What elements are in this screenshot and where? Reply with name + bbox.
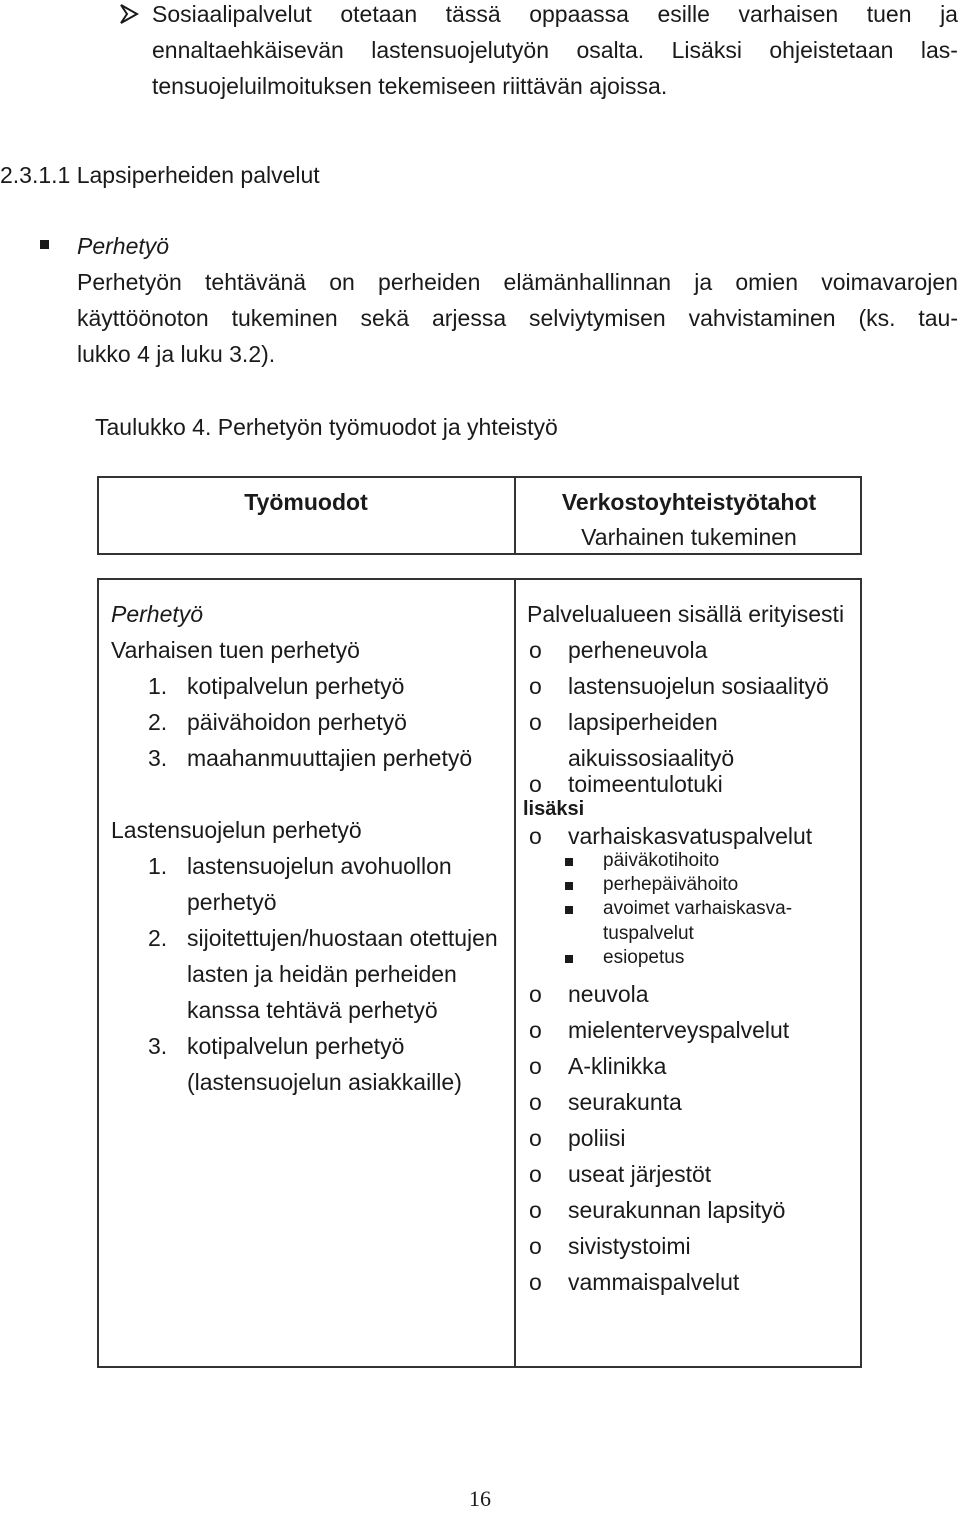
sub-item-esiopetus: esiopetus bbox=[603, 947, 685, 968]
section-heading: 2.3.1.1 Lapsiperheiden palvelut bbox=[0, 162, 320, 188]
sub-item-avoimet: avoimet varhaiskasva- bbox=[603, 898, 793, 919]
right-intro: Palvelualueen sisällä erityisesti bbox=[527, 601, 845, 627]
perhetyo-title: Perhetyö bbox=[77, 233, 170, 259]
perhetyo-line-1-word: Perhetyön bbox=[77, 269, 182, 295]
intro-line-1 bbox=[152, 0, 958, 28]
group2-item-1-line-1: lastensuojelun avohuollon bbox=[187, 853, 452, 879]
perhetyo-line-1-word: elämänhallinnan bbox=[503, 269, 672, 295]
sub-item-paivakotihoito: päiväkotihoito bbox=[603, 850, 720, 871]
right-list-item: useat järjestöt bbox=[568, 1161, 712, 1187]
group1-item-3-num: 3. bbox=[148, 745, 168, 771]
intro-line-2-word: Lisäksi bbox=[671, 37, 742, 63]
perhetyo-line-1-word: tehtävänä bbox=[205, 269, 307, 295]
right-list-item: neuvola bbox=[568, 981, 649, 1007]
table-body-divider bbox=[514, 578, 516, 1368]
group2-item-2-line-3: kanssa tehtävä perhetyö bbox=[187, 997, 438, 1023]
header-left: Työmuodot bbox=[244, 489, 368, 515]
group1-title: Varhaisen tuen perhetyö bbox=[111, 637, 360, 663]
intro-line-3: tensuojeluilmoituksen tekemiseen riittävän ajoissa. bbox=[152, 73, 668, 99]
group2-item-2-line-1: sijoitettujen/huostaan otettujen bbox=[187, 925, 498, 951]
bullet-o: o bbox=[529, 981, 542, 1007]
perhetyo-line-1-word: perheiden bbox=[378, 269, 481, 295]
perhetyo-line-2-word: (ks. bbox=[858, 305, 896, 331]
right-list-item: A-klinikka bbox=[568, 1053, 667, 1079]
intro-line-2-word: osalta. bbox=[576, 37, 645, 63]
perhetyo-line-2 bbox=[77, 304, 958, 332]
perhetyo-line-2-word: selviytymisen bbox=[528, 305, 666, 331]
intro-line-2-word: las- bbox=[920, 37, 958, 63]
perhetyo-line-1 bbox=[77, 268, 958, 296]
square-bullet-icon bbox=[565, 906, 573, 914]
intro-line-1-word: otetaan bbox=[340, 1, 418, 27]
group2-title: Lastensuojelun perhetyö bbox=[111, 817, 362, 843]
right-item-lastensuojelun-sosiaalityo: lastensuojelun sosiaalityö bbox=[568, 673, 829, 699]
intro-line-1-word: oppaassa bbox=[529, 1, 629, 27]
sub-item-perhepaivahoito: perhepäivähoito bbox=[603, 874, 739, 895]
bullet-o: o bbox=[529, 1125, 542, 1151]
perhetyo-line-1-word: omien bbox=[735, 269, 798, 295]
right-list-item: vammaispalvelut bbox=[568, 1269, 740, 1295]
page-number: 16 bbox=[469, 1486, 491, 1511]
perhetyo-line-2-word: vahvistaminen bbox=[688, 305, 836, 331]
right-list-item: mielenterveyspalvelut bbox=[568, 1017, 790, 1043]
right-item-lapsiperheiden: lapsiperheiden bbox=[568, 709, 718, 735]
group1-item-1-num: 1. bbox=[148, 673, 168, 699]
right-list-item: seurakunta bbox=[568, 1089, 682, 1115]
group1-item-2: päivähoidon perhetyö bbox=[187, 709, 407, 735]
perhetyo-line-1-word: ja bbox=[694, 269, 713, 295]
header-right-subtitle: Varhainen tukeminen bbox=[581, 524, 797, 550]
group2-item-2-num: 2. bbox=[148, 925, 168, 951]
perhetyo-line-1-word: on bbox=[329, 269, 355, 295]
sub-item-avoimet-cont: tuspalvelut bbox=[603, 923, 694, 944]
group1-item-2-num: 2. bbox=[148, 709, 168, 735]
right-list-item: seurakunnan lapsityö bbox=[568, 1197, 786, 1223]
right-item-varhaiskasvatuspalvelut: varhaiskasvatuspalvelut bbox=[568, 823, 813, 849]
left-title: Perhetyö bbox=[111, 601, 204, 627]
header-right-title: Verkostoyhteistyötahot bbox=[561, 489, 817, 515]
intro-line-1-word: esille bbox=[657, 1, 710, 27]
intro-line-1-word: tuen bbox=[866, 1, 912, 27]
group2-item-2-line-2: lasten ja heidän perheiden bbox=[187, 961, 457, 987]
group1-item-3: maahanmuuttajien perhetyö bbox=[187, 745, 473, 771]
group2-item-1-line-2: perhetyö bbox=[187, 889, 277, 915]
square-bullet-icon bbox=[565, 882, 573, 890]
bullet-o: o bbox=[529, 823, 542, 849]
group2-item-3-num: 3. bbox=[148, 1033, 168, 1059]
bullet-o: o bbox=[529, 1161, 542, 1187]
bullet-o: o bbox=[529, 1233, 542, 1259]
bullet-o: o bbox=[529, 673, 542, 699]
intro-line-1-word: varhaisen bbox=[738, 1, 839, 27]
square-bullet-icon bbox=[40, 240, 49, 249]
perhetyo-line-2-word: arjessa bbox=[431, 305, 507, 331]
intro-line-2-word: ohjeistetaan bbox=[769, 37, 894, 63]
square-bullet-icon bbox=[565, 858, 573, 866]
intro-line-1-word: Sosiaalipalvelut bbox=[152, 1, 312, 27]
perhetyo-line-2-word: tukeminen bbox=[231, 305, 338, 331]
perhetyo-line-2-word: tau- bbox=[918, 305, 958, 331]
right-item-aikuissosiaalityo: aikuissosiaalityö bbox=[568, 745, 735, 771]
perhetyo-line-2-word: sekä bbox=[360, 305, 410, 331]
perhetyo-line-3: lukko 4 ja luku 3.2). bbox=[77, 341, 276, 367]
bullet-o: o bbox=[529, 1269, 542, 1295]
square-bullet-icon bbox=[565, 955, 573, 963]
group2-item-1-num: 1. bbox=[148, 853, 168, 879]
right-list-item: poliisi bbox=[568, 1125, 626, 1151]
intro-line-2-word: ennaltaehkäisevän bbox=[152, 37, 344, 63]
group1-item-1: kotipalvelun perhetyö bbox=[187, 673, 405, 699]
bullet-o: o bbox=[529, 1017, 542, 1043]
perhetyo-line-1-word: voimavarojen bbox=[821, 269, 958, 295]
group2-item-3-line-2: (lastensuojelun asiakkaille) bbox=[187, 1069, 462, 1095]
bullet-o: o bbox=[529, 771, 542, 797]
intro-line-1-word: ja bbox=[940, 1, 958, 27]
table-caption: Taulukko 4. Perhetyön työmuodot ja yhteistyö bbox=[95, 414, 558, 440]
intro-line-2-word: lastensuojelutyön bbox=[371, 37, 549, 63]
bullet-o: o bbox=[529, 709, 542, 735]
bullet-o: o bbox=[529, 1197, 542, 1223]
right-item-perheneuvola: perheneuvola bbox=[568, 637, 708, 663]
intro-line-1-word: tässä bbox=[445, 1, 501, 27]
arrow-bullet-icon bbox=[118, 2, 140, 26]
group2-item-3-line-1: kotipalvelun perhetyö bbox=[187, 1033, 405, 1059]
right-list-item: sivistystoimi bbox=[568, 1233, 691, 1259]
bullet-o: o bbox=[529, 1053, 542, 1079]
intro-line-2 bbox=[152, 36, 958, 64]
bullet-o: o bbox=[529, 1089, 542, 1115]
right-item-toimeentulotuki: toimeentulotuki bbox=[568, 771, 723, 797]
perhetyo-line-2-word: käyttöönoton bbox=[77, 305, 209, 331]
right-lisaksi: lisäksi bbox=[523, 798, 585, 820]
bullet-o: o bbox=[529, 637, 542, 663]
